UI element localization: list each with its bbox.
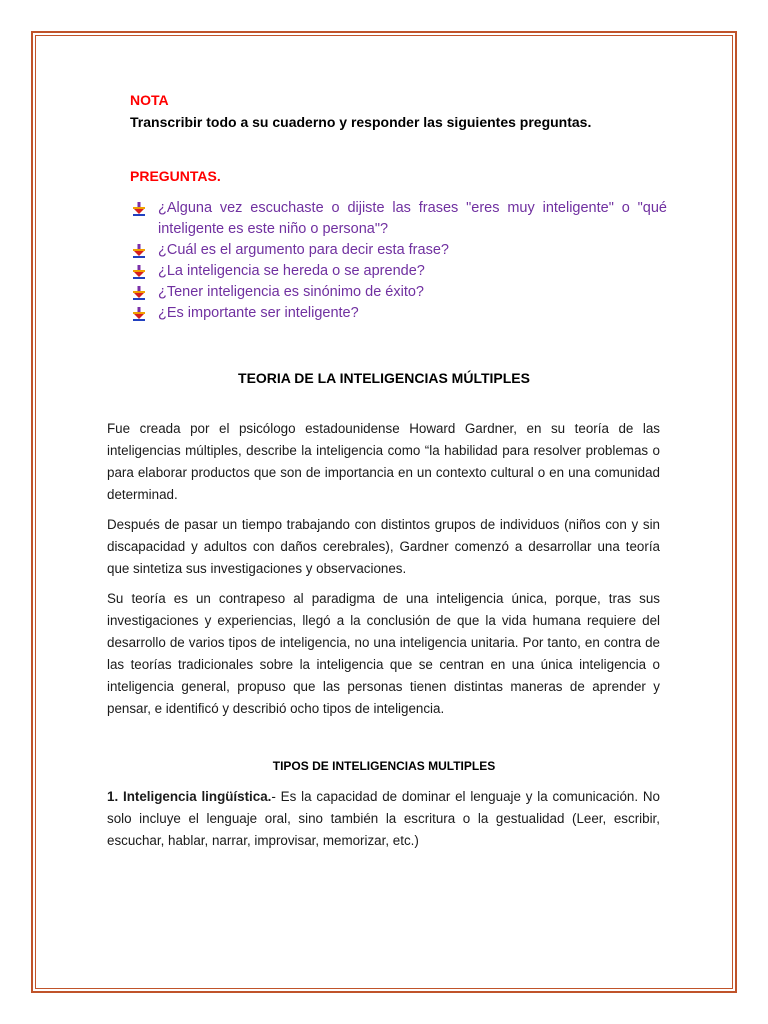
question-text: ¿Alguna vez escuchaste o dijiste las frases "eres muy inteligente" o "qué inteligente es este niño o persona"? xyxy=(158,200,667,237)
tipo-item-linguistica xyxy=(107,786,660,852)
teoria-paragraph: Su teoría es un contrapeso al paradigma de una inteligencia única, porque, tras sus investigaciones y experiencias, llegó a la conclusión de que la vida humana requiere del desarrollo de varios tipos de inteligencia, no una inteligencia unitaria. Por tanto, en contra de las teorías tradicionales sobre la inteligencia que se centran en una única inteligencia o inteligencia general, propuso que las personas tienen distintas maneras de aprender y pensar, e identificó y describió ocho tipos de inteligencia. xyxy=(107,591,660,716)
question-item xyxy=(132,261,667,282)
arrow-down-bullet-icon xyxy=(132,244,146,258)
nota-title: NOTA xyxy=(130,92,169,108)
teoria-heading: TEORIA DE LA INTELIGENCIAS MÚLTIPLES xyxy=(238,370,530,386)
arrow-down-bullet-icon xyxy=(132,286,146,300)
nota-instruction: Transcribir todo a su cuaderno y responder las siguientes preguntas. xyxy=(130,114,592,130)
tipos-heading: TIPOS DE INTELIGENCIAS MULTIPLES xyxy=(272,759,496,773)
question-text: ¿La inteligencia se hereda o se aprende? xyxy=(158,263,425,279)
teoria-paragraph: Fue creada por el psicólogo estadounidense Howard Gardner, en su teoría de las inteligencias múltiples, describe la inteligencia como “la habilidad para resolver problemas o para elaborar productos que son de importancia en un contexto cultural o en una comunidad determinad. xyxy=(107,421,660,502)
preguntas-title: PREGUNTAS. xyxy=(130,168,221,184)
question-item xyxy=(132,303,667,324)
arrow-down-bullet-icon xyxy=(132,307,146,321)
question-item xyxy=(132,282,667,303)
question-item xyxy=(132,198,667,240)
question-text: ¿Es importante ser inteligente? xyxy=(158,305,359,321)
arrow-down-bullet-icon xyxy=(132,265,146,279)
question-list xyxy=(132,198,667,324)
tipo-item-label: 1. Inteligencia lingüística. xyxy=(107,789,272,804)
question-item xyxy=(132,240,667,261)
tipo-item-text: - Es la capacidad de dominar el lenguaje y la comunicación. No solo incluye el lenguaje oral, sino también la escritura o la gestualidad (Leer, escribir, escuchar, hablar, narrar, improvisar, memorizar, etc.) xyxy=(107,789,661,848)
question-text: ¿Tener inteligencia es sinónimo de éxito? xyxy=(158,284,424,300)
arrow-down-bullet-icon xyxy=(132,202,146,216)
question-text: ¿Cuál es el argumento para decir esta frase? xyxy=(158,242,449,258)
teoria-paragraph: Después de pasar un tiempo trabajando con distintos grupos de individuos (niños con y sin discapacidad y adultos con daños cerebrales), Gardner comenzó a desarrollar una teoría que sintetiza sus investigaciones y observaciones. xyxy=(107,517,660,576)
